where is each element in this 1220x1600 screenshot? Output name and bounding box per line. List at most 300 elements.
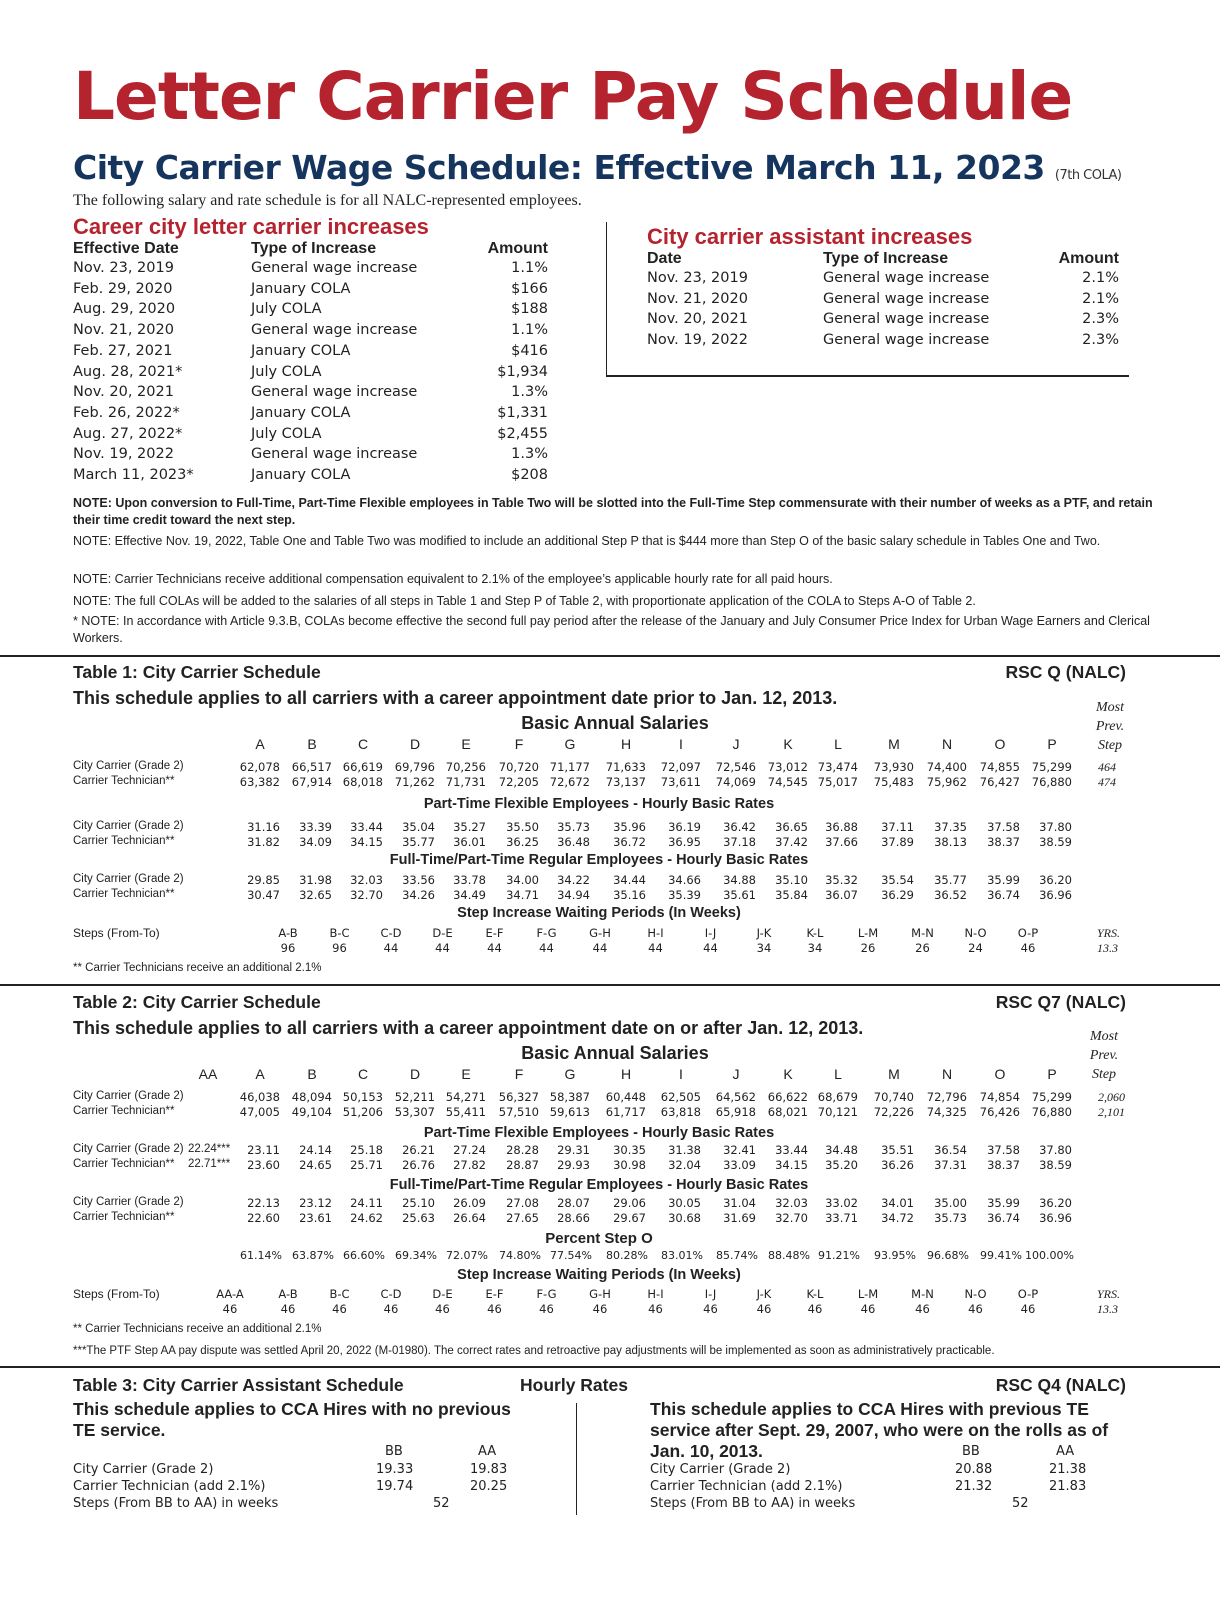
cell-value: 37.11 — [881, 820, 914, 834]
table2-ptf-heading: Part-Time Flexible Employees - Hourly Basic Rates — [423, 1125, 775, 1141]
cell-value: 35.73 — [934, 1211, 967, 1225]
cell-value: 30.47 — [247, 888, 280, 902]
cell-value: 35.39 — [668, 888, 701, 902]
career-increases-table — [73, 240, 553, 490]
mps-line-3: Step — [1097, 738, 1123, 753]
cca-row-amount: 2.1% — [1082, 290, 1119, 307]
table1-most-prev-step — [1085, 698, 1135, 755]
divider-table2 — [0, 984, 1220, 986]
cell-value: 33.39 — [299, 820, 332, 834]
wait-label: D-E — [432, 1287, 453, 1301]
wait-value: 24 — [968, 941, 983, 955]
cell-value: 23.61 — [299, 1211, 332, 1225]
cell-value: 53,307 — [394, 1105, 435, 1119]
cell-value: 74,400 — [926, 760, 967, 774]
step-header: E — [461, 736, 471, 752]
mps-line-1: Most — [1096, 700, 1124, 715]
cca-increases-table — [647, 250, 1119, 360]
career-row-amount: 1.1% — [511, 322, 548, 339]
cell-value: 74,545 — [767, 775, 808, 789]
cell-value: 73,137 — [605, 775, 646, 789]
cell-value: 38.37 — [987, 1158, 1020, 1172]
table3-right-ct-bb: 21.32 — [955, 1479, 993, 1494]
cell-value: 28.66 — [557, 1211, 590, 1225]
cell-value: 73,474 — [817, 760, 858, 774]
table3-left-cc-bb: 19.33 — [376, 1462, 414, 1477]
career-row-amount: $416 — [511, 342, 548, 359]
step-header: G — [564, 736, 576, 752]
cca-col-date: Date — [647, 250, 682, 267]
wait-value: 46 — [756, 1302, 772, 1316]
table3-left-cc-aa: 19.83 — [470, 1462, 508, 1477]
mps2-line-2: Prev. — [1089, 1048, 1119, 1063]
wait-value: 46 — [435, 1302, 450, 1316]
mps2-line-1: Most — [1090, 1029, 1118, 1044]
career-row-type: January COLA — [251, 342, 351, 359]
cell-value: 27.08 — [506, 1196, 539, 1210]
cell-value: 70,720 — [498, 760, 539, 774]
row-label: City Carrier (Grade 2) — [73, 1090, 184, 1102]
cell-value: 36.52 — [934, 888, 967, 902]
cell-value: 31.69 — [723, 1211, 756, 1225]
cell-value: 34.15 — [350, 835, 383, 849]
cell-value: 33.71 — [825, 1211, 858, 1225]
wait-value: 46 — [1020, 941, 1036, 955]
step-header: A — [255, 736, 265, 752]
cell-value: 36.54 — [934, 1143, 967, 1157]
wait-label: F-G — [536, 1287, 557, 1301]
cell-value: 54,271 — [445, 1090, 486, 1104]
career-col-date: Effective Date — [73, 240, 179, 257]
table2-ft-heading: Full-Time/Part-Time Regular Employees - Hourly Basic Rates — [389, 1177, 809, 1193]
cell-value: 35.96 — [613, 820, 646, 834]
wait-value: 96 — [280, 941, 296, 955]
cca-row-amount: 2.3% — [1082, 332, 1119, 349]
cell-value: 37.89 — [881, 835, 914, 849]
cell-value: 37.35 — [934, 820, 967, 834]
cell-value: 23.60 — [247, 1158, 280, 1172]
percent-value: 77.54% — [550, 1249, 592, 1262]
most-prev-step-value: 2,101 — [1098, 1105, 1125, 1119]
step-header: M — [888, 1066, 900, 1082]
wait-label: J-K — [756, 1287, 772, 1301]
aa-value: 22.71*** — [188, 1158, 231, 1170]
cell-value: 73,611 — [660, 775, 701, 789]
cell-value: 55,411 — [445, 1105, 486, 1119]
cell-value: 73,012 — [767, 760, 808, 774]
wait-value: 44 — [383, 941, 399, 955]
cell-value: 36.07 — [825, 888, 858, 902]
cell-value: 36.72 — [613, 835, 646, 849]
cell-value: 31.04 — [723, 1196, 756, 1210]
table3-right-col-aa: AA — [1056, 1444, 1075, 1459]
step-header: L — [834, 736, 842, 752]
step-header: J — [732, 736, 740, 752]
cell-value: 34.26 — [402, 888, 435, 902]
cell-value: 29.06 — [613, 1196, 646, 1210]
career-row-type: General wage increase — [251, 260, 418, 276]
table3-left-ct-bb: 19.74 — [376, 1479, 414, 1494]
cell-value: 33.78 — [453, 873, 486, 887]
career-row-amount: 1.1% — [511, 260, 548, 276]
career-row-date: Nov. 23, 2019 — [73, 260, 174, 276]
wait-value: 46 — [332, 1302, 347, 1316]
cell-value: 37.80 — [1039, 1143, 1072, 1157]
step-header: A — [255, 1066, 265, 1082]
cell-value: 68,021 — [767, 1105, 808, 1119]
cell-value: 34.44 — [613, 873, 646, 887]
cell-value: 23.12 — [299, 1196, 332, 1210]
wait-label: M-N — [911, 1287, 934, 1301]
table3-divider — [576, 1403, 577, 1515]
page-subtitle — [73, 148, 1122, 187]
wait-label: C-D — [380, 1287, 402, 1301]
wait-value: 46 — [539, 1302, 554, 1316]
cca-row-date: Nov. 20, 2021 — [647, 311, 748, 328]
step-header: G — [564, 1066, 576, 1082]
cell-value: 36.19 — [668, 820, 701, 834]
table1-rsc: RSC Q (NALC) — [1005, 662, 1126, 682]
wait-value: 46 — [703, 1302, 718, 1316]
wait-value: 44 — [435, 941, 450, 955]
cell-value: 35.16 — [613, 888, 646, 902]
cca-row-amount: 2.3% — [1082, 311, 1119, 328]
career-row-type: January COLA — [251, 467, 351, 483]
wait-value: 46 — [648, 1302, 663, 1316]
cell-value: 24.11 — [350, 1196, 383, 1210]
step-header: F — [514, 736, 524, 752]
cell-value: 63,382 — [239, 775, 280, 789]
step-header: O — [994, 1066, 1006, 1082]
career-row-date: Aug. 28, 2021* — [73, 363, 183, 380]
row-label: City Carrier (Grade 2) — [73, 1143, 184, 1155]
cell-value: 37.66 — [825, 835, 858, 849]
aa-value: 22.24*** — [188, 1143, 231, 1155]
percent-value: 85.74% — [716, 1249, 758, 1262]
cell-value: 31.16 — [247, 820, 280, 834]
yrs-value: 13.3 — [1097, 941, 1118, 955]
cell-value: 28.07 — [557, 1196, 590, 1210]
step-header: N — [941, 736, 953, 752]
step-header: O — [994, 736, 1006, 752]
cell-value: 36.96 — [1039, 1211, 1072, 1225]
cell-value: 32.70 — [350, 888, 383, 902]
cell-value: 66,517 — [291, 760, 332, 774]
cell-value: 75,299 — [1031, 1090, 1072, 1104]
wait-label: A-B — [278, 1287, 298, 1301]
career-row-date: Feb. 26, 2022* — [73, 404, 180, 421]
cell-value: 24.14 — [299, 1143, 332, 1157]
row-label: City Carrier (Grade 2) — [73, 1196, 184, 1208]
cell-value: 36.20 — [1039, 1196, 1072, 1210]
cell-value: 25.10 — [402, 1196, 435, 1210]
divider-table3 — [0, 1366, 1220, 1368]
mps2-line-3: Step — [1091, 1067, 1117, 1082]
cell-value: 71,731 — [445, 775, 486, 789]
row-label: Carrier Technician** — [73, 888, 175, 900]
wait-label: E-F — [485, 1287, 504, 1301]
cca-box-left-border — [606, 222, 607, 376]
row-label: Carrier Technician** — [73, 1158, 175, 1170]
cell-value: 72,672 — [549, 775, 590, 789]
cell-value: 36.01 — [453, 835, 486, 849]
career-row-type: January COLA — [251, 280, 351, 297]
cell-value: 61,717 — [605, 1105, 646, 1119]
cell-value: 36.25 — [506, 835, 539, 849]
cell-value: 58,387 — [549, 1090, 590, 1104]
wait-label: O-P — [1017, 1287, 1039, 1301]
cca-row-date: Nov. 21, 2020 — [647, 290, 748, 307]
cell-value: 35.00 — [934, 1196, 967, 1210]
step-header: N — [941, 1066, 953, 1082]
cca-row-type: General wage increase — [823, 332, 990, 349]
cell-value: 68,018 — [342, 775, 383, 789]
step-header: M — [888, 736, 900, 752]
wait-value: 46 — [1020, 1302, 1036, 1316]
cca-row-date: Nov. 19, 2022 — [647, 332, 748, 349]
cell-value: 25.18 — [350, 1143, 383, 1157]
cell-value: 31.82 — [247, 835, 280, 849]
table3-left-ct-label: Carrier Technician (add 2.1%) — [73, 1479, 266, 1494]
cca-row-date: Nov. 23, 2019 — [647, 270, 748, 286]
wait-label: I-J — [704, 1287, 717, 1301]
row-label: Carrier Technician** — [73, 1105, 175, 1117]
row-label: City Carrier (Grade 2) — [73, 873, 184, 885]
table3-right-ct-label: Carrier Technician (add 2.1%) — [650, 1479, 843, 1494]
cell-value: 38.13 — [934, 835, 967, 849]
career-row-type: July COLA — [251, 425, 322, 442]
cell-value: 72,097 — [660, 760, 701, 774]
cell-value: 32.03 — [775, 1196, 808, 1210]
cell-value: 37.18 — [723, 835, 756, 849]
cell-value: 51,206 — [342, 1105, 383, 1119]
cola-tag: (7th COLA) — [1054, 168, 1122, 183]
cell-value: 26.09 — [453, 1196, 486, 1210]
cell-value: 74,069 — [715, 775, 756, 789]
career-row-amount: 1.3% — [511, 446, 548, 463]
cell-value: 36.29 — [881, 888, 914, 902]
cell-value: 33.44 — [350, 820, 383, 834]
wait-value: 46 — [968, 1302, 983, 1316]
table3-right-cc-bb: 20.88 — [955, 1462, 993, 1477]
percent-value: 100.00% — [1025, 1249, 1074, 1262]
cell-value: 52,211 — [394, 1090, 435, 1104]
cell-value: 35.73 — [557, 820, 590, 834]
cell-value: 70,256 — [445, 760, 486, 774]
step-header: H — [620, 736, 632, 752]
cell-value: 35.54 — [881, 873, 914, 887]
cell-value: 27.24 — [453, 1143, 486, 1157]
cell-value: 26.64 — [453, 1211, 486, 1225]
table3-right-cc-label: City Carrier (Grade 2) — [650, 1462, 791, 1477]
cell-value: 35.99 — [987, 873, 1020, 887]
career-row-type: July COLA — [251, 363, 322, 380]
cell-value: 33.09 — [723, 1158, 756, 1172]
table3-right-steps-label: Steps (From BB to AA) in weeks — [650, 1496, 856, 1511]
cell-value: 34.72 — [881, 1211, 914, 1225]
wait-label: H-I — [647, 1287, 664, 1301]
row-label: Carrier Technician** — [73, 835, 175, 847]
career-row-amount: $1,934 — [497, 363, 548, 380]
career-row-type: General wage increase — [251, 446, 418, 463]
row-label: City Carrier (Grade 2) — [73, 820, 184, 832]
step-header: I — [679, 1066, 683, 1082]
table3-left-applies: This schedule applies to CCA Hires with no previous TE service. — [73, 1399, 511, 1440]
table1-ft-heading: Full-Time/Part-Time Regular Employees - Hourly Basic Rates — [389, 852, 809, 868]
cell-value: 72,226 — [873, 1105, 914, 1119]
cell-value: 66,622 — [767, 1090, 808, 1104]
cell-value: 37.80 — [1039, 820, 1072, 834]
cell-value: 29.93 — [557, 1158, 590, 1172]
table1-basic-annual-heading: Basic Annual Salaries — [521, 713, 709, 733]
percent-value: 69.34% — [395, 1249, 437, 1262]
career-row-date: Aug. 29, 2020 — [73, 301, 176, 318]
table3-left-weeks: 52 — [433, 1496, 450, 1511]
cell-value: 35.51 — [881, 1143, 914, 1157]
table3-right-col-bb: BB — [962, 1444, 980, 1459]
table2-title: Table 2: City Carrier Schedule — [73, 992, 321, 1012]
wait-label: M-N — [911, 926, 934, 940]
cell-value: 71,633 — [605, 760, 646, 774]
cell-value: 72,796 — [926, 1090, 967, 1104]
wait-label: G-H — [589, 1287, 611, 1301]
table3-left-col-aa: AA — [478, 1444, 497, 1459]
cell-value: 62,505 — [660, 1090, 701, 1104]
wait-label: B-C — [329, 1287, 350, 1301]
step-header: C — [357, 1066, 369, 1082]
cell-value: 35.32 — [825, 873, 858, 887]
percent-value: 80.28% — [606, 1249, 648, 1262]
step-header: B — [307, 736, 317, 752]
row-label: Carrier Technician** — [73, 1211, 175, 1223]
wait-value: 46 — [915, 1302, 930, 1316]
career-row-amount: $208 — [511, 467, 548, 483]
cell-value: 62,078 — [239, 760, 280, 774]
percent-value: 66.60% — [343, 1249, 385, 1262]
step-header: K — [783, 736, 793, 752]
cca-row-type: General wage increase — [823, 311, 990, 328]
table2-ptf-note: ***The PTF Step AA pay dispute was settled April 20, 2022 (M-01980). The correct rates and retroactive pay adjustments will be implemented as soon as administratively practicable. — [73, 1345, 995, 1357]
cell-value: 66,619 — [342, 760, 383, 774]
step-header: D — [409, 1066, 421, 1082]
table3-left-cc-label: City Carrier (Grade 2) — [73, 1462, 214, 1477]
cell-value: 35.77 — [402, 835, 435, 849]
table3-left-col-bb: BB — [385, 1444, 403, 1459]
cell-value: 48,094 — [291, 1090, 332, 1104]
most-prev-step-value: 474 — [1098, 775, 1116, 789]
percent-value: 88.48% — [768, 1249, 810, 1262]
cell-value: 75,483 — [873, 775, 914, 789]
table2-tech-note: ** Carrier Technicians receive an additional 2.1% — [73, 1323, 322, 1335]
wait-value: 26 — [915, 941, 930, 955]
table3-right-weeks: 52 — [1012, 1496, 1029, 1511]
table1-applies: This schedule applies to all carriers with a career appointment date prior to Jan. 12, 2013. — [73, 688, 838, 708]
cell-value: 35.50 — [506, 820, 539, 834]
percent-value: 91.21% — [818, 1249, 860, 1262]
career-row-type: July COLA — [251, 301, 322, 318]
wait-label: J-K — [756, 926, 772, 940]
table3-right-cc-aa: 21.38 — [1049, 1462, 1087, 1477]
cell-value: 68,679 — [817, 1090, 858, 1104]
step-header: F — [514, 1066, 524, 1082]
wait-value: 46 — [807, 1302, 823, 1316]
cell-value: 64,562 — [715, 1090, 756, 1104]
percent-value: 99.41% — [980, 1249, 1022, 1262]
cca-col-amount: Amount — [1058, 250, 1119, 267]
table3-right-applies: This schedule applies to CCA Hires with previous TE service after Sept. 29, 2007, who were on the rolls as of Jan. 10, 2013. — [650, 1399, 1109, 1461]
mps-line-2: Prev. — [1095, 719, 1125, 734]
cell-value: 35.20 — [825, 1158, 858, 1172]
cell-value: 36.65 — [775, 820, 808, 834]
cell-value: 25.63 — [402, 1211, 435, 1225]
cell-value: 50,153 — [342, 1090, 383, 1104]
note-full-colas: NOTE: The full COLAs will be added to the salaries of all steps in Table 1 and Step P of Table 2, with proportionate application of the COLA to Steps A-O of Table 2. — [73, 594, 976, 608]
wait-label: G-H — [589, 926, 611, 940]
cell-value: 49,104 — [291, 1105, 332, 1119]
cca-row-type: General wage increase — [823, 270, 990, 286]
wait-value: 44 — [487, 941, 502, 955]
cell-value: 35.77 — [934, 873, 967, 887]
cell-value: 36.48 — [557, 835, 590, 849]
cell-value: 38.37 — [987, 835, 1020, 849]
cell-value: 34.49 — [453, 888, 486, 902]
step-header-aa: AA — [198, 1066, 218, 1082]
percent-value: 83.01% — [661, 1249, 703, 1262]
steps-label: Steps (From-To) — [73, 926, 160, 940]
cell-value: 33.44 — [775, 1143, 808, 1157]
percent-value: 96.68% — [927, 1249, 969, 1262]
wait-value: 46 — [222, 1302, 238, 1316]
yrs-label: YRS. — [1097, 1287, 1121, 1301]
table3-left-steps-label: Steps (From BB to AA) in weeks — [73, 1496, 279, 1511]
wait-label: B-C — [329, 926, 350, 940]
wait-value: 46 — [383, 1302, 399, 1316]
cell-value: 47,005 — [239, 1105, 280, 1119]
cca-col-type: Type of Increase — [823, 250, 949, 267]
cell-value: 56,327 — [498, 1090, 539, 1104]
table2-percent-heading: Percent Step O — [545, 1230, 653, 1247]
table1-tech-note: ** Carrier Technicians receive an additional 2.1% — [73, 962, 322, 974]
cell-value: 36.42 — [723, 820, 756, 834]
cell-value: 37.58 — [987, 820, 1020, 834]
cell-value: 57,510 — [498, 1105, 539, 1119]
wait-label: C-D — [380, 926, 402, 940]
divider-table1 — [0, 655, 1220, 657]
cell-value: 33.02 — [825, 1196, 858, 1210]
cell-value: 31.98 — [299, 873, 332, 887]
wait-label: AA-A — [216, 1287, 244, 1301]
yrs-value: 13.3 — [1097, 1302, 1118, 1316]
cell-value: 34.00 — [506, 873, 539, 887]
wait-value: 44 — [703, 941, 718, 955]
table3-hourly: Hourly Rates — [520, 1375, 628, 1395]
cell-value: 29.85 — [247, 873, 280, 887]
cell-value: 26.76 — [402, 1158, 435, 1172]
step-header: K — [783, 1066, 793, 1082]
cell-value: 28.87 — [506, 1158, 539, 1172]
step-header: I — [679, 736, 683, 752]
cell-value: 32.04 — [668, 1158, 701, 1172]
cell-value: 72,546 — [715, 760, 756, 774]
career-row-amount: 1.3% — [511, 384, 548, 401]
wait-value: 96 — [332, 941, 347, 955]
wait-value: 34 — [807, 941, 823, 955]
table1-title: Table 1: City Carrier Schedule — [73, 662, 321, 682]
note-carrier-tech: NOTE: Carrier Technicians receive additional compensation equivalent to 2.1% of the employee’s applicable hourly rate for all paid hours. — [73, 572, 833, 586]
note-step-p: NOTE: Effective Nov. 19, 2022, Table One and Table Two was modified to include an additional Step P that is $444 more than Step O of the basic salary schedule in Tables One and Two. — [73, 534, 1101, 548]
step-header: P — [1047, 1066, 1057, 1082]
cell-value: 76,427 — [979, 775, 1020, 789]
